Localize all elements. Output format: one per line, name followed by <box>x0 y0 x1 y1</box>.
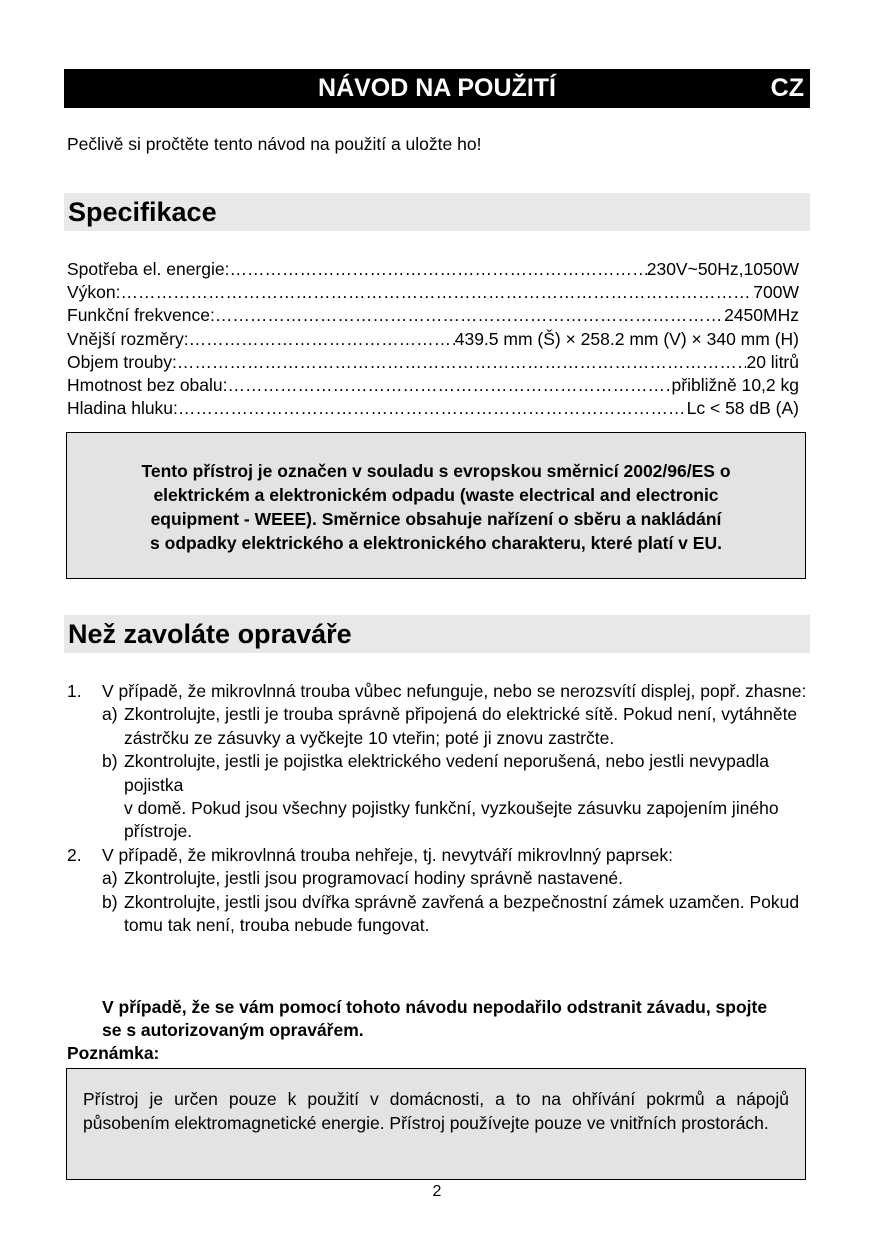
spec-row <box>67 258 799 281</box>
contact-service-note: V případě, že se vám pomocí tohoto návodu nepodařilo odstranit závadu, spojte se s autorizovaným opravářem. <box>102 997 768 1041</box>
item-number: 1. <box>67 681 82 701</box>
weee-line: Tento přístroj je označen v souladu s evropskou směrnicí 2002/96/ES o <box>141 461 731 481</box>
sub-item-text: Zkontrolujte, jestli jsou programovací hodiny správně nastavené. <box>124 868 624 889</box>
spec-label: Spotřeba el. energie: <box>67 259 230 279</box>
section-title: Specifikace <box>68 197 217 227</box>
spec-label: Objem trouby: <box>67 351 177 372</box>
leader-dots <box>121 281 754 304</box>
sub-item-text: Zkontrolujte, jestli jsou dvířka správně zavřená a bezpečnostní zámek uzamčen. Pokud tomu tak není, trouba nebude fungovat. <box>124 891 800 936</box>
spec-row <box>67 304 799 327</box>
spec-row <box>67 351 799 374</box>
spec-label: Hladina hluku: <box>67 398 178 419</box>
list-item <box>67 680 807 844</box>
sub-item-text: Zkontrolujte, jestli je pojistka elektrického vedení neporušená, nebo jestli nevypadla pojistka <box>124 751 769 795</box>
section-heading-specifications <box>64 193 810 231</box>
leader-dots <box>228 374 672 397</box>
leader-dots <box>189 328 455 351</box>
spec-row <box>67 374 799 397</box>
sub-item-text: Zkontrolujte, jestli je trouba správně připojená do elektrické sítě. Pokud není, vytáhněte zástrčku ze zásuvky a vyčkejte 10 vteřin; poté ji znovu zastrčte. <box>124 704 798 748</box>
list-item <box>67 844 807 938</box>
intro-text: Pečlivě si pročtěte tento návod na použití a uložte ho! <box>67 134 482 154</box>
weee-line: s odpadky elektrického a elektronického charakteru, které platí v EU. <box>150 533 722 553</box>
leader-dots <box>229 258 646 281</box>
item-text: V případě, že mikrovlnná trouba nehřeje, tj. nevytváří mikrovlnný paprsek: <box>102 844 673 865</box>
document-title: NÁVOD NA POUŽITÍ <box>318 74 556 102</box>
weee-line: elektrickém a elektronickém odpadu (waste electrical and electronic <box>153 485 719 505</box>
spec-row <box>67 281 799 304</box>
sub-item <box>102 891 807 938</box>
spec-label: Hmotnost bez obalu: <box>67 375 228 396</box>
page-number: 2 <box>432 1183 442 1200</box>
spec-value: 700W <box>753 282 799 303</box>
sub-item-letter: b) <box>102 751 118 772</box>
weee-notice-text <box>87 459 785 555</box>
leader-dots <box>177 351 747 374</box>
sub-item-letter: a) <box>102 704 118 725</box>
spec-value: 230V~50Hz,1050W <box>646 259 799 279</box>
language-code: CZ <box>770 74 804 102</box>
spec-value: 439.5 mm (Š) × 258.2 mm (V) × 340 mm (H) <box>454 328 799 349</box>
spec-label: Funkční frekvence: <box>67 305 215 326</box>
sub-item-letter: a) <box>102 868 118 889</box>
sub-item <box>102 703 807 750</box>
spec-label: Vnější rozměry: <box>67 328 189 349</box>
spec-row <box>67 328 799 351</box>
spec-row <box>67 397 799 420</box>
section-heading-troubleshooting <box>64 615 810 653</box>
note-label: Poznámka: <box>67 1043 160 1063</box>
weee-line: equipment - WEEE). Směrnice obsahuje nařízení o sběru a nakládání <box>150 509 722 529</box>
section-title: Než zavoláte opraváře <box>68 619 352 649</box>
spec-value: Lc < 58 dB (A) <box>686 398 799 419</box>
spec-value: 2450MHz <box>724 305 799 326</box>
spec-value: 20 litrů <box>746 351 799 372</box>
item-text: V případě, že mikrovlnná trouba vůbec nefunguje, nebo se nerozsvítí displej, popř. zhasne: <box>102 681 807 701</box>
sub-item <box>102 867 807 890</box>
note-box <box>66 1068 806 1180</box>
document-header-bar <box>64 69 810 108</box>
spec-label: Výkon: <box>67 282 121 303</box>
spec-value: přibližně 10,2 kg <box>671 375 799 396</box>
weee-notice-box <box>66 432 806 579</box>
leader-dots <box>215 304 724 327</box>
sub-item <box>102 750 807 844</box>
sub-item-text-continued: v domě. Pokud jsou všechny pojistky funkční, vyzkoušejte zásuvku zapojením jiného přístroje. <box>124 798 779 842</box>
troubleshooting-list <box>67 680 807 937</box>
leader-dots <box>178 397 687 420</box>
sub-item-letter: b) <box>102 891 118 912</box>
specifications-list <box>67 258 799 420</box>
note-text: Přístroj je určen pouze k použití v domácnosti, a to na ohřívání pokrmů a nápojů působením elektromagnetické energie. Přístroj používejte pouze ve vnitřních prostorách. <box>83 1089 789 1133</box>
item-number: 2. <box>67 844 82 865</box>
